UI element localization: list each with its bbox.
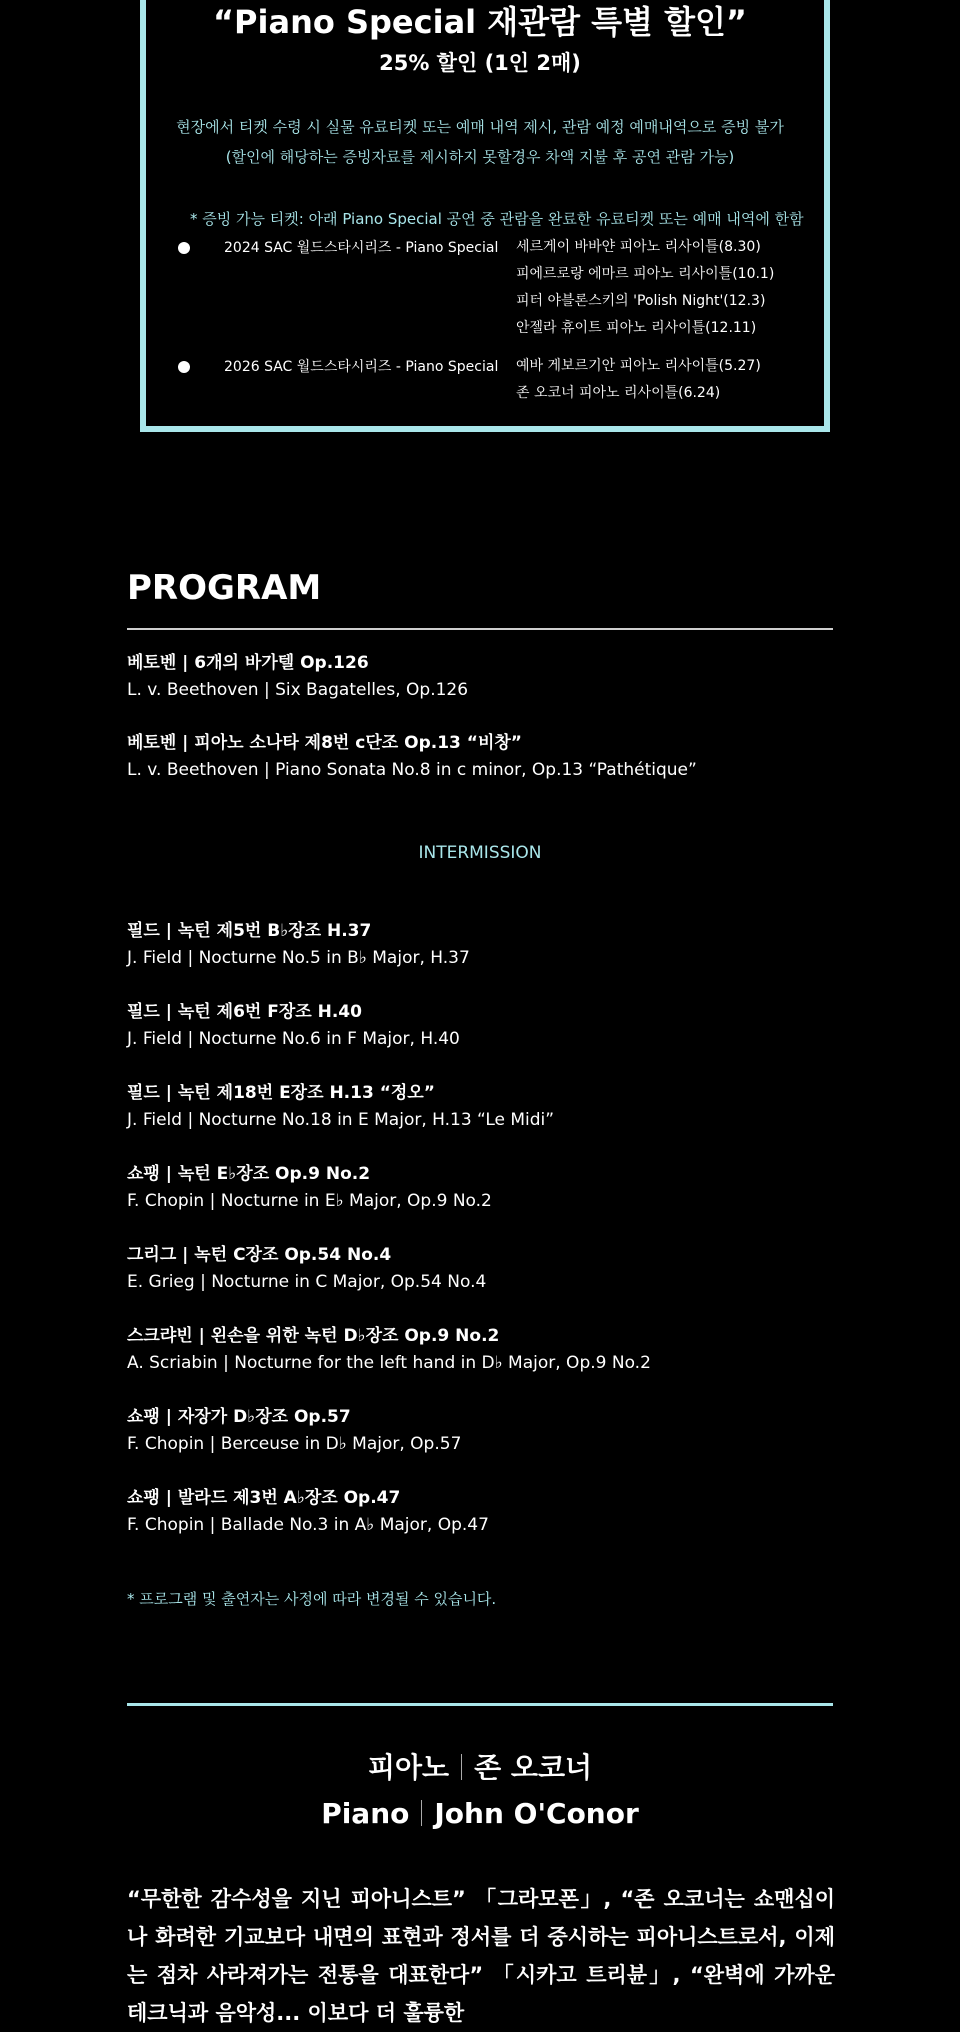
program-work xyxy=(127,1080,554,1134)
work-title-kr: 그리그 | 녹턴 C장조 Op.54 No.4 xyxy=(127,1245,392,1265)
work-title-kr: 쇼팽 | 발라드 제3번 A♭장조 Op.47 xyxy=(127,1488,401,1508)
work-title-en: A. Scriabin | Nocturne for the left hand in D♭ Major, Op.9 No.2 xyxy=(127,1353,651,1373)
artist-full-name-en: John O'Conor xyxy=(434,1797,639,1830)
program-work xyxy=(127,1485,489,1539)
divider xyxy=(127,628,833,630)
program-work xyxy=(127,1323,651,1377)
artist-full-name-kr: 존 오코너 xyxy=(474,1751,593,1784)
bullet-icon xyxy=(178,242,190,254)
program-work xyxy=(127,1404,461,1458)
intermission-label: INTERMISSION xyxy=(418,843,542,863)
work-title-en: F. Chopin | Ballade No.3 in A♭ Major, Op.47 xyxy=(127,1515,489,1535)
work-title-kr: 스크랴빈 | 왼손을 위한 녹턴 D♭장조 Op.9 No.2 xyxy=(127,1326,500,1346)
program-work xyxy=(127,1242,486,1296)
program-title: PROGRAM xyxy=(127,568,322,608)
recital-item: 존 오코너 피아노 리사이틀(6.24) xyxy=(516,385,721,401)
work-title-en: L. v. Beethoven | Six Bagatelles, Op.126 xyxy=(127,680,469,700)
proof-line: 현장에서 티켓 수령 시 실물 유료티켓 또는 예매 내역 제시, 관람 예정 예매내역으로 증빙 불가 xyxy=(176,118,784,136)
recital-item: 피터 야블론스키의 'Polish Night'(12.3) xyxy=(516,293,766,309)
discount-subtitle: 25% 할인 (1인 2매) xyxy=(379,51,581,75)
work-title-en: L. v. Beethoven | Piano Sonata No.8 in c minor, Op.13 “Pathétique” xyxy=(127,760,697,780)
discount-title: “Piano Special 재관람 특별 할인” xyxy=(213,3,747,41)
recital-list xyxy=(516,234,774,342)
work-title-en: J. Field | Nocturne No.5 in B♭ Major, H.37 xyxy=(127,948,470,968)
series-name: 2024 SAC 월드스타시리즈 - Piano Special xyxy=(224,240,499,256)
proof-line: (할인에 해당하는 증빙자료를 제시하지 못할경우 차액 지불 후 공연 관람 가능) xyxy=(225,148,735,166)
work-title-en: J. Field | Nocturne No.6 in F Major, H.40 xyxy=(127,1029,460,1049)
bullet-icon xyxy=(178,361,190,373)
program-work xyxy=(127,918,470,972)
program-work xyxy=(127,650,468,704)
work-title-en: J. Field | Nocturne No.18 in E Major, H.13 “Le Midi” xyxy=(127,1110,555,1130)
program-work xyxy=(127,730,697,784)
recital-list xyxy=(516,353,761,407)
eligible-note: * 증빙 가능 티켓: 아래 Piano Special 공연 중 관람을 완료한 유료티켓 또는 예매 내역에 한함 xyxy=(190,210,804,228)
artist-role-en: Piano xyxy=(321,1797,410,1830)
program-work xyxy=(127,1161,492,1215)
program-work xyxy=(127,999,460,1053)
work-title-kr: 베토벤 | 6개의 바가텔 Op.126 xyxy=(127,653,369,673)
recital-item: 피에르로랑 에마르 피아노 리사이틀(10.1) xyxy=(516,266,775,282)
series-name: 2026 SAC 월드스타시리즈 - Piano Special xyxy=(224,359,499,375)
artist-name-kr xyxy=(0,1748,960,1788)
work-title-en: F. Chopin | Nocturne in E♭ Major, Op.9 No.2 xyxy=(127,1191,492,1211)
recital-item: 안젤라 휴이트 피아노 리사이틀(12.11) xyxy=(516,320,757,336)
recital-item: 세르게이 바바얀 피아노 리사이틀(8.30) xyxy=(516,239,761,255)
program-footnote: * 프로그램 및 출연자는 사정에 따라 변경될 수 있습니다. xyxy=(127,1590,497,1608)
work-title-en: E. Grieg | Nocturne in C Major, Op.54 No.4 xyxy=(127,1272,487,1292)
recital-item: 예바 게보르기안 피아노 리사이틀(5.27) xyxy=(516,358,761,374)
divider xyxy=(127,1703,833,1706)
artist-bio: “무한한 감수성을 지닌 피아니스트” 「그라모폰」, “존 오코너는 쇼맨십이나 화려한 기교보다 내면의 표현과 정서를 더 중시하는 피아니스트로서, 이제는 점차 사라져가는 전통을 대표한다” 「시카고 트리뷴」, “완벽에 가까운 테크닉과 음악성... 이보다 더 훌륭한 xyxy=(127,1887,835,2025)
work-title-kr: 필드 | 녹턴 제6번 F장조 H.40 xyxy=(127,1002,362,1022)
work-title-kr: 필드 | 녹턴 제18번 E장조 H.13 “정오” xyxy=(127,1083,435,1103)
work-title-kr: 필드 | 녹턴 제5번 B♭장조 H.37 xyxy=(127,921,372,941)
separator xyxy=(421,1800,422,1826)
artist-role-kr: 피아노 xyxy=(367,1751,450,1784)
separator xyxy=(461,1754,462,1780)
work-title-kr: 쇼팽 | 자장가 D♭장조 Op.57 xyxy=(127,1407,351,1427)
work-title-en: F. Chopin | Berceuse in D♭ Major, Op.57 xyxy=(127,1434,462,1454)
artist-name-en xyxy=(0,1794,960,1834)
work-title-kr: 베토벤 | 피아노 소나타 제8번 c단조 Op.13 “비창” xyxy=(127,733,522,753)
work-title-kr: 쇼팽 | 녹턴 E♭장조 Op.9 No.2 xyxy=(127,1164,371,1184)
